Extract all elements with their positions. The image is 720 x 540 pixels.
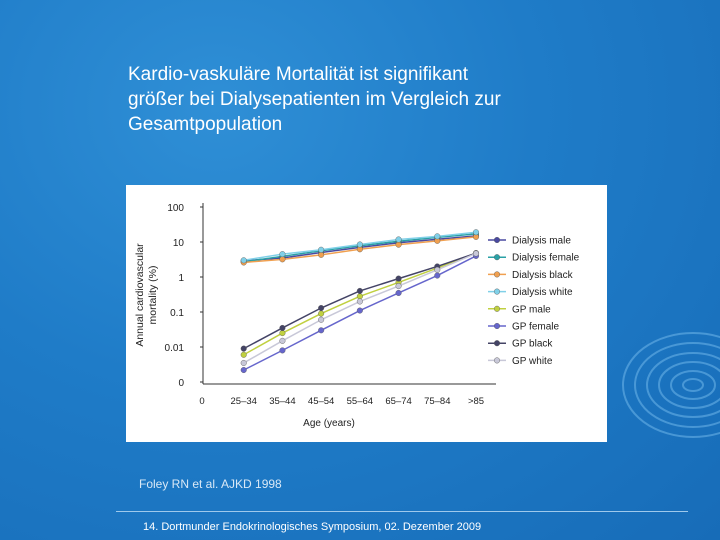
data-point xyxy=(434,234,440,240)
x-axis-label: Age (years) xyxy=(303,418,355,429)
x-tick-label: 55–64 xyxy=(346,396,374,407)
legend-label: Dialysis female xyxy=(512,252,580,264)
data-point xyxy=(318,247,324,253)
legend-label: Dialysis black xyxy=(512,269,573,281)
legend-swatch-marker xyxy=(494,289,500,295)
data-point xyxy=(396,290,402,296)
legend-swatch-marker xyxy=(494,340,500,346)
data-point xyxy=(318,317,324,323)
x-tick-label: >85 xyxy=(467,396,485,407)
legend-label: GP white xyxy=(512,355,553,367)
legend-swatch-marker xyxy=(494,306,500,312)
data-point xyxy=(357,308,363,314)
data-point xyxy=(396,242,402,248)
legend-label: GP female xyxy=(512,321,560,333)
footer-text: 14. Dortmunder Endokrinologisches Symposium, 02. Dezember 2009 xyxy=(143,521,482,533)
slide-title xyxy=(128,62,688,137)
data-point xyxy=(318,311,324,317)
data-point xyxy=(241,367,247,373)
data-point xyxy=(473,251,479,257)
mortality-chart xyxy=(126,185,607,442)
footer-divider xyxy=(116,511,688,512)
title-line-1: Kardio-vaskuläre Mortalität ist signifikant xyxy=(128,64,469,85)
legend-swatch-marker xyxy=(494,237,500,243)
legend-label: GP male xyxy=(512,304,551,316)
legend-swatch-marker xyxy=(494,254,500,260)
legend-label: Dialysis white xyxy=(512,287,573,299)
x-tick-label: 0 xyxy=(199,396,205,407)
data-point xyxy=(241,346,247,352)
data-point xyxy=(396,276,402,282)
data-point xyxy=(241,352,247,358)
y-axis-label: Annual cardiovascular xyxy=(134,243,146,347)
data-point xyxy=(396,283,402,289)
data-point xyxy=(241,258,247,264)
title-line-3: Gesamtpopulation xyxy=(128,114,283,135)
x-tick-label: 35–44 xyxy=(269,396,296,407)
data-point xyxy=(473,229,479,235)
data-point xyxy=(280,325,286,331)
data-point xyxy=(357,294,363,300)
data-point xyxy=(318,252,324,258)
data-point xyxy=(434,273,440,279)
data-point xyxy=(280,330,286,336)
x-tick-label: 65–74 xyxy=(385,396,412,407)
legend-swatch-marker xyxy=(494,323,500,329)
data-point xyxy=(280,338,286,344)
citation: Foley RN et al. AJKD 1998 xyxy=(139,477,282,491)
title-line-2: größer bei Dialysepatienten im Vergleich zur xyxy=(128,89,501,110)
data-point xyxy=(318,305,324,311)
x-tick-label: 45–54 xyxy=(307,396,335,407)
x-tick-label: 25–34 xyxy=(230,396,257,407)
water-ripple-decoration xyxy=(618,330,720,450)
legend-label: GP black xyxy=(512,338,553,350)
y-axis-label: mortality (%) xyxy=(147,265,159,325)
y-tick-label: 0.01 xyxy=(164,343,184,354)
data-point xyxy=(241,360,247,366)
data-point xyxy=(280,257,286,263)
legend-swatch-marker xyxy=(494,358,500,364)
data-point xyxy=(357,242,363,248)
y-tick-label: 0 xyxy=(178,378,184,389)
data-point xyxy=(280,251,286,257)
data-point xyxy=(318,328,324,334)
data-point xyxy=(434,267,440,273)
y-tick-label: 100 xyxy=(167,203,184,214)
y-tick-label: 10 xyxy=(172,238,184,249)
data-point xyxy=(357,288,363,294)
legend-swatch-marker xyxy=(494,272,500,278)
chart-panel xyxy=(126,185,607,442)
data-point xyxy=(357,299,363,305)
data-point xyxy=(396,237,402,243)
legend-label: Dialysis male xyxy=(512,235,571,247)
y-tick-label: 1 xyxy=(178,273,184,284)
data-point xyxy=(280,348,286,354)
x-tick-label: 75–84 xyxy=(424,396,451,407)
y-tick-label: 0.1 xyxy=(170,308,184,319)
